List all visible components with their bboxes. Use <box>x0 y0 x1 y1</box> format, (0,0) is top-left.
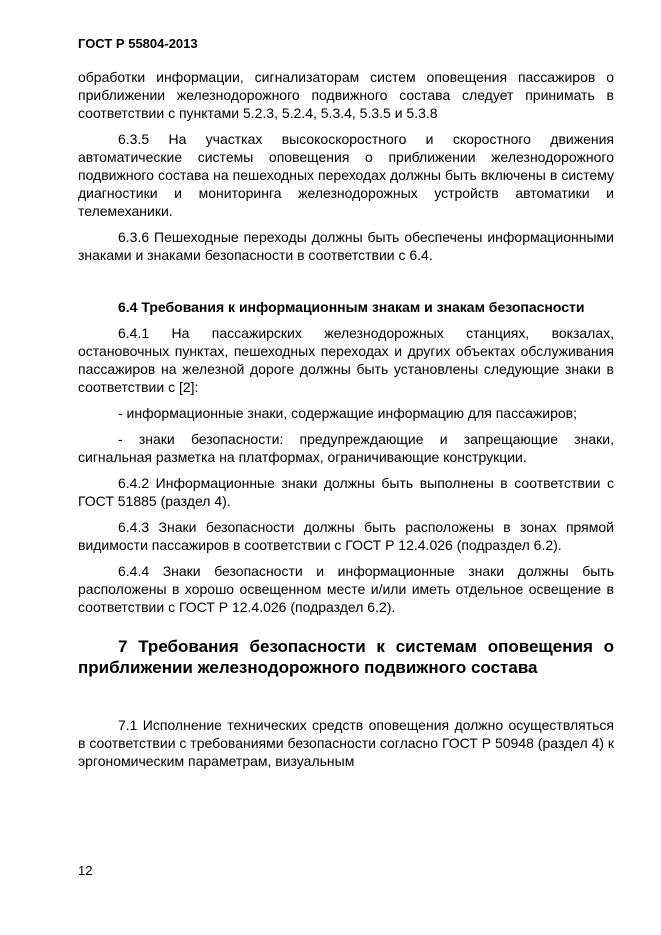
page-number: 12 <box>78 863 93 878</box>
section-heading-7: 7 Требования безопасности к системам оповещения о приближении железнодорожного подвижного состава <box>78 637 614 677</box>
paragraph-6-3-5: 6.3.5 На участках высокоскоростного и скоростного движения автоматические системы оповещения о приближении железнодорожного подвижного состава на пешеходных переходах должны быть включены в систему диагностики и мониторинга железнодорожных устройств автоматики и телемеханики. <box>78 131 614 219</box>
list-item-info-signs: - информационные знаки, содержащие информацию для пассажиров; <box>118 405 577 421</box>
paragraph-continuation: обработки информации, сигнализаторам систем оповещения пассажиров о приближении железнодорожного подвижного состава следует принимать в соответствии с пунктами 5.2.3, 5.2.4, 5.3.4, 5.3.5 и 5.3.8 <box>78 69 614 121</box>
section-heading-6-4: 6.4 Требования к информационным знакам и знакам безопасности <box>118 299 585 315</box>
paragraph-7-1: 7.1 Исполнение технических средств оповещения должно осуществляться в соответствии с требованиями безопасности согласно ГОСТ Р 50948 (раздел 4) к эргономическим параметрам, визуальным <box>78 717 614 769</box>
list-item-safety-signs: - знаки безопасности: предупреждающие и запрещающие знаки, сигнальная разметка на платформах, ограничивающие конструкции. <box>78 431 614 465</box>
paragraph-6-4-2: 6.4.2 Информационные знаки должны быть выполнены в соответствии с ГОСТ 51885 (раздел 4). <box>78 475 614 509</box>
document-header: ГОСТ Р 55804-2013 <box>78 36 198 51</box>
paragraph-6-4-3: 6.4.3 Знаки безопасности должны быть расположены в зонах прямой видимости пассажиров в соответствии с ГОСТ Р 12.4.026 (подраздел 6.2). <box>78 519 614 553</box>
paragraph-6-3-6: 6.3.6 Пешеходные переходы должны быть обеспечены информационными знаками и знаками безопасности в соответствии с 6.4. <box>78 229 614 263</box>
paragraph-6-4-4: 6.4.4 Знаки безопасности и информационные знаки должны быть расположены в хорошо освещенном месте и/или иметь отдельное освещение в соответствии с ГОСТ Р 12.4.026 (подраздел 6.2). <box>78 563 614 615</box>
page-body <box>78 68 614 778</box>
paragraph-6-4-1: 6.4.1 На пассажирских железнодорожных станциях, вокзалах, остановочных пунктах, пешеходных переходах и других объектах обслуживания пассажиров на железной дороге должны быть установлены следующие знаки в соответствии с [2]: <box>78 325 614 395</box>
